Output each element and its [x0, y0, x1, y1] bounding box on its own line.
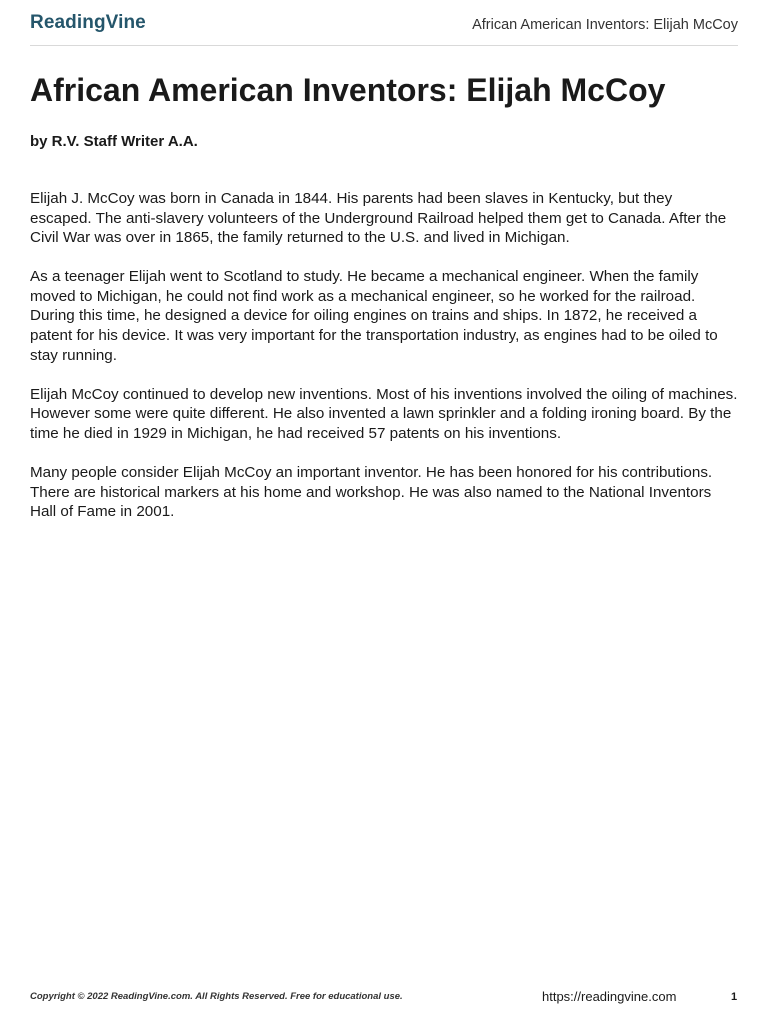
- article-byline: by R.V. Staff Writer A.A.: [30, 133, 198, 150]
- article-paragraph-2: As a teenager Elijah went to Scotland to study. He became a mechanical engineer. When the family moved to Michigan, he could not find work as a mechanical engineer, so he worked for the railroad. During this time, he designed a device for oiling engines on trains and ships. In 1872, he received a patent for his device. It was very important for the transportation industry, as engines had to be oiled to stay running.: [30, 268, 718, 364]
- readingvine-logo[interactable]: ReadingVine: [30, 12, 146, 33]
- article-title: African American Inventors: Elijah McCoy: [30, 72, 666, 108]
- footer-copyright: Copyright © 2022 ReadingVine.com. All Rights Reserved. Free for educational use.: [30, 991, 403, 1002]
- page-header: [30, 0, 738, 46]
- article-paragraph-4: Many people consider Elijah McCoy an important inventor. He has been honored for his contributions. There are historical markers at his home and workshop. He was also named to the National Inventors Hall of Fame in 2001.: [30, 464, 713, 521]
- article-paragraph-1: Elijah J. McCoy was born in Canada in 1844. His parents had been slaves in Kentucky, but they escaped. The anti-slavery volunteers of the Underground Railroad helped them get to Canada. After the Civil War was over in 1865, the family returned to the U.S. and lived in Michigan.: [30, 190, 727, 247]
- header-document-title: African American Inventors: Elijah McCoy: [472, 17, 738, 33]
- article-body: [30, 189, 738, 541]
- page-number: 1: [731, 991, 738, 1003]
- footer-url-link[interactable]: https://readingvine.com: [542, 989, 677, 1004]
- article-paragraph-3: Elijah McCoy continued to develop new inventions. Most of his inventions involved the oiling of machines. However some were quite different. He also invented a lawn sprinkler and a folding ironing board. By the time he died in 1929 in Michigan, he had received 57 patents on his inventions.: [30, 385, 738, 442]
